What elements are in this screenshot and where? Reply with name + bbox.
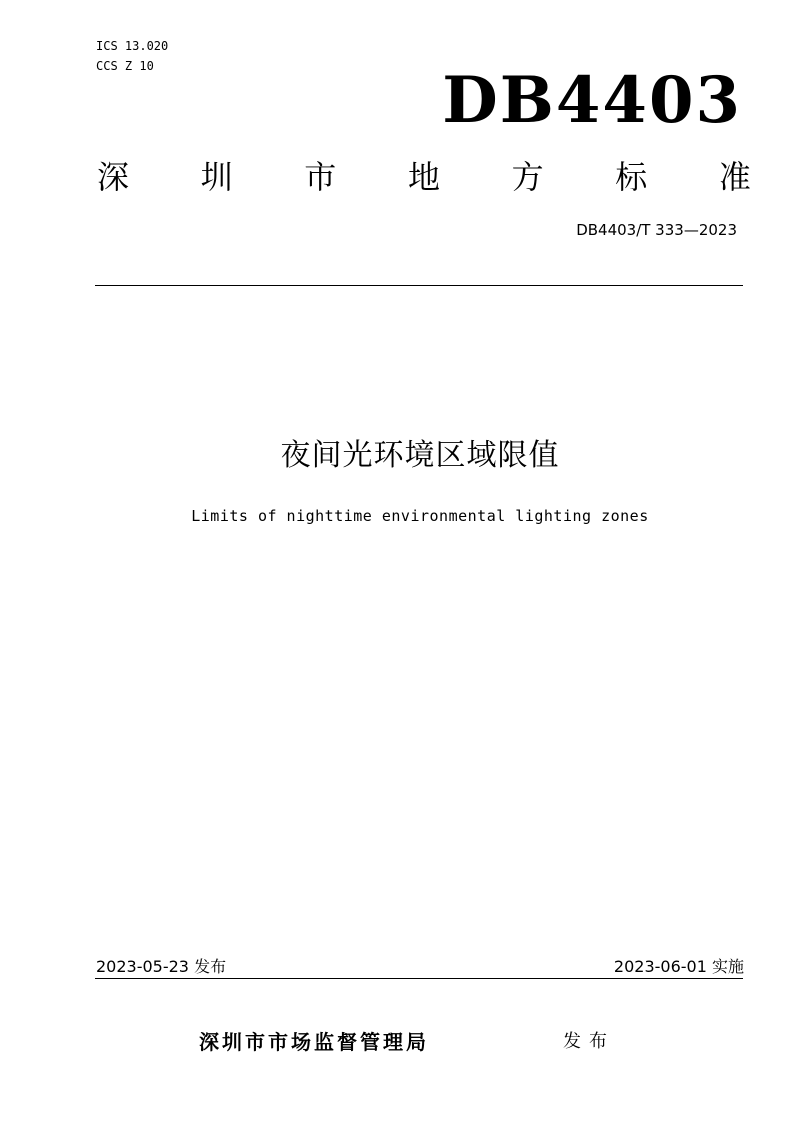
issue-label: 发布 [563,1031,615,1052]
standard-type [96,152,752,202]
implementation-date: 2023-06-01 实施 [613,957,744,976]
standard-type-char: 地 [407,158,440,196]
standard-type-char: 标 [615,158,648,196]
ics-code: ICS 13.020 [96,39,169,53]
document-title-english: Limits of nighttime environmental lighting zones [191,507,649,525]
issuing-authority: 深圳市市场监督管理局 [199,1030,429,1054]
issue-date: 2023-05-23 发布 [96,957,227,976]
standard-type-char: 圳 [200,158,233,196]
standard-type-char: 深 [96,158,129,196]
top-divider [95,285,743,286]
standard-type-char: 方 [511,158,544,196]
document-title: 夜间光环境区域限值 [280,438,560,473]
bottom-divider [95,978,743,979]
standard-number: DB4403/T 333—2023 [576,221,737,239]
ccs-code: CCS Z 10 [96,59,154,73]
standard-type-char: 准 [718,158,751,196]
standard-code: DB4403 [442,63,742,138]
standard-type-char: 市 [304,158,337,196]
